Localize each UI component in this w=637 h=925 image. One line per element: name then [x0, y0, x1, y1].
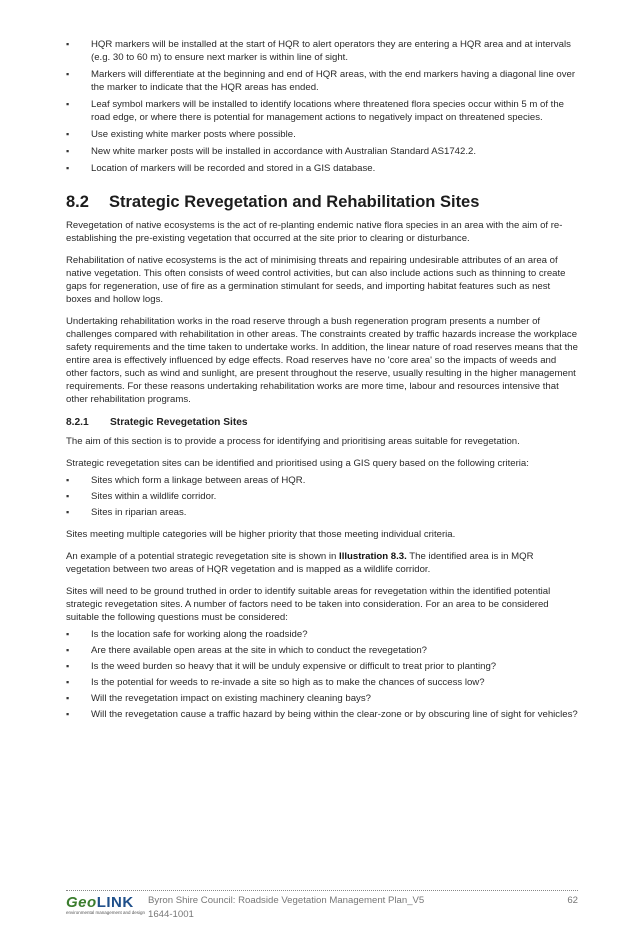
example-text-cont: The identified area is in MQR vegetation between two areas of HQR vegetation and is mapped as a wildlife corridor. [66, 551, 534, 575]
list-item: ▪ Is the weed burden so heavy that it will be unduly expensive or difficult to treat prior to planting? [66, 660, 578, 673]
page-footer [66, 890, 578, 923]
paragraph-rehabilitation: Rehabilitation of native ecosystems is the act of minimising threats and repairing undesirable attributes of an area of native vegetation. This often consists of weed control activities, but can also include actions such as thinning to create gaps for regeneration, use of fire as a germination stimulant for seeds, and importing habitat features such as nest boxes and hollow logs. [66, 255, 566, 305]
illustration-reference: Illustration 8.3. [339, 551, 407, 562]
document-body [66, 38, 578, 724]
list-item: ▪ Will the revegetation impact on existing machinery cleaning bays? [66, 692, 578, 705]
list-item: ▪ Markers will differentiate at the beginning and end of HQR areas, with the end markers having a diagonal line over the marker to indicate that the HQR areas has ended. [66, 68, 578, 94]
footer-page-number: 62 [567, 895, 578, 906]
questions-bullet-list [66, 628, 578, 721]
list-item: ▪ Leaf symbol markers will be installed to identify locations where threatened flora species occur within 5 m of the road edge, or where there is potential for management actions to negatively impact on threatened species. [66, 98, 578, 124]
list-item: ▪ Sites which form a linkage between areas of HQR. [66, 474, 578, 487]
list-item: ▪ Use existing white marker posts where possible. [66, 128, 578, 141]
list-item: ▪ Is the location safe for working along the roadside? [66, 628, 578, 641]
list-item: ▪ Is the potential for weeds to re-invade a site so high as to make the chances of success low? [66, 676, 578, 689]
paragraph-example [66, 550, 578, 576]
subsection-title: Strategic Revegetation Sites [110, 417, 248, 428]
section-title: Strategic Revegetation and Rehabilitation Sites [109, 193, 480, 211]
example-text: An example of a potential strategic revegetation site is shown in [66, 551, 340, 562]
footer-document-code: 1644-1001 [148, 909, 194, 920]
criteria-bullet-list [66, 474, 578, 519]
list-item: ▪ Will the revegetation cause a traffic hazard by being within the clear-zone or by obscuring line of sight for vehicles? [66, 708, 578, 721]
section-number: 8.2 [66, 193, 89, 211]
list-item: ▪ New white marker posts will be installed in accordance with Australian Standard AS1742.2. [66, 145, 578, 158]
logo-geo-text: Geo [66, 894, 97, 911]
list-item: ▪ Sites within a wildlife corridor. [66, 490, 578, 503]
paragraph-revegetation: Revegetation of native ecosystems is the act of re-planting endemic native flora species in an area with the aim of re-establishing the pre-existing vegetation that occurred at the site prior to clearing or disturbance. [66, 220, 563, 244]
footer-document-title: Byron Shire Council: Roadside Vegetation Management Plan_V5 [148, 895, 425, 906]
paragraph-aim: The aim of this section is to provide a process for identifying and prioritising areas suitable for revegetation. [66, 436, 520, 447]
paragraph-challenges: Undertaking rehabilitation works in the road reserve through a bush regeneration program presents a number of challenges compared with rehabilitation in other areas. The constraints created by traffic hazards increase the workplace safety requirements and the time taken to undertake works. In addition, the linear nature of road reserves means that the entire area is effectively influenced by edge effects. Road reserves have no 'core area' so the impacts of weeds and other factors, such as wind and sunlight, are present throughout the reserve, usually resulting in the higher management requirements. For these reasons undertaking rehabilitation works are more time, labour and resources intensive that other rehabilitation programs. [66, 316, 578, 405]
logo-link-text: LINK [96, 894, 134, 911]
list-item: ▪ Sites in riparian areas. [66, 506, 578, 519]
list-item: ▪ Location of markers will be recorded and stored in a GIS database. [66, 162, 578, 175]
section-heading [66, 192, 578, 212]
paragraph-ground-truth: Sites will need to be ground truthed in order to identify suitable areas for revegetation within the identified potential strategic revegetation sites. A number of factors need to be taken into consideration. For an area to be considered suitable the following questions must be considered: [66, 586, 551, 623]
paragraph-criteria-lead: Strategic revegetation sites can be identified and prioritised using a GIS query based on the following criteria: [66, 458, 529, 469]
subsection-heading [66, 416, 578, 429]
paragraph-priority: Sites meeting multiple categories will be higher priority that those meeting individual criteria. [66, 529, 456, 540]
logo-tagline: environmental management and design [66, 910, 146, 915]
subsection-number: 8.2.1 [66, 417, 89, 428]
marker-bullet-list [66, 38, 578, 175]
list-item: ▪ HQR markers will be installed at the start of HQR to alert operators they are entering a HQR area and at intervals (e.g. 30 to 60 m) to ensure next marker is within line of sight. [66, 38, 578, 64]
geolink-logo [66, 894, 146, 919]
list-item: ▪ Are there available open areas at the site in which to conduct the revegetation? [66, 644, 578, 657]
